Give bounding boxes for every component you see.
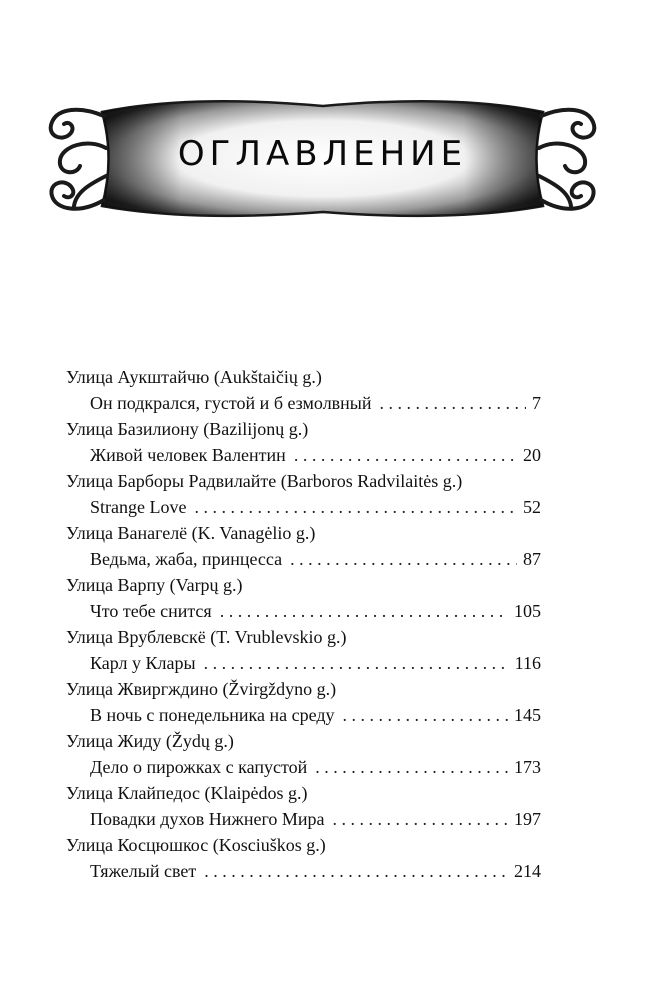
story-line <box>66 754 541 780</box>
page-number: 105 <box>514 601 541 621</box>
page-number: 173 <box>514 757 541 777</box>
story-title: В ночь с понедельника на среду <box>90 705 335 725</box>
page-number: 116 <box>514 653 541 673</box>
page-number: 87 <box>523 549 541 569</box>
story-line <box>66 598 541 624</box>
story-line <box>66 858 541 884</box>
toc-entry <box>66 364 541 416</box>
street-name: Улица Варпу (Varpų g.) <box>66 575 243 595</box>
dot-leader <box>204 650 509 676</box>
story-title: Ведьма, жаба, принцесса <box>90 549 283 569</box>
toc-entry <box>66 520 541 572</box>
page-number: 145 <box>514 705 541 725</box>
story-line <box>66 702 541 728</box>
page-number: 20 <box>523 445 541 465</box>
toc-entry <box>66 468 541 520</box>
story-line <box>66 494 541 520</box>
table-of-contents <box>66 364 541 884</box>
page-title: ОГЛАВЛЕНИЕ <box>177 134 468 174</box>
street-name: Улица Косцюшкос (Kosciuškos g.) <box>66 835 326 855</box>
toc-entry <box>66 572 541 624</box>
dot-leader <box>315 754 508 780</box>
page-number: 52 <box>523 497 541 517</box>
street-name: Улица Ванагелё (K. Vanagėlio g.) <box>66 523 316 543</box>
story-line <box>66 546 541 572</box>
toc-entry <box>66 728 541 780</box>
street-name: Улица Барборы Радвилайте (Barboros Radvilaitės g.) <box>66 471 463 491</box>
story-line <box>66 390 541 416</box>
street-name: Улица Жиду (Žydų g.) <box>66 731 234 751</box>
toc-entry <box>66 676 541 728</box>
dot-leader <box>333 806 508 832</box>
toc-entry <box>66 416 541 468</box>
toc-entry <box>66 624 541 676</box>
dot-leader <box>343 702 508 728</box>
title-banner <box>40 88 605 230</box>
story-line <box>66 442 541 468</box>
story-line <box>66 806 541 832</box>
page-number: 197 <box>514 809 541 829</box>
story-title: Живой человек Валентин <box>90 445 286 465</box>
street-name: Улица Врублевскё (T. Vrublevskio g.) <box>66 627 347 647</box>
story-title: Тяжелый свет <box>90 861 197 881</box>
street-name: Улица Базилиону (Bazilijonų g.) <box>66 419 309 439</box>
story-title: Повадки духов Нижнего Мира <box>90 809 325 829</box>
story-title: Что тебе снится <box>90 601 212 621</box>
story-line <box>66 650 541 676</box>
story-title: Он подкрался, густой и б езмолвный <box>90 393 372 413</box>
street-name: Улица Клайпедос (Klaipėdos g.) <box>66 783 308 803</box>
toc-entry <box>66 780 541 832</box>
story-title: Strange Love <box>90 497 187 517</box>
dot-leader <box>204 858 508 884</box>
page-number: 214 <box>514 861 541 881</box>
toc-entry <box>66 832 541 884</box>
story-title: Карл у Клары <box>90 653 196 673</box>
dot-leader <box>290 546 517 572</box>
dot-leader <box>294 442 517 468</box>
page-number: 7 <box>532 393 541 413</box>
dot-leader <box>194 494 517 520</box>
story-title: Дело о пирожках с капустой <box>90 757 308 777</box>
street-name: Улица Аукштайчю (Aukštaičių g.) <box>66 367 322 387</box>
dot-leader <box>380 390 526 416</box>
dot-leader <box>220 598 508 624</box>
street-name: Улица Жвиргждино (Žvirgždyno g.) <box>66 679 337 699</box>
